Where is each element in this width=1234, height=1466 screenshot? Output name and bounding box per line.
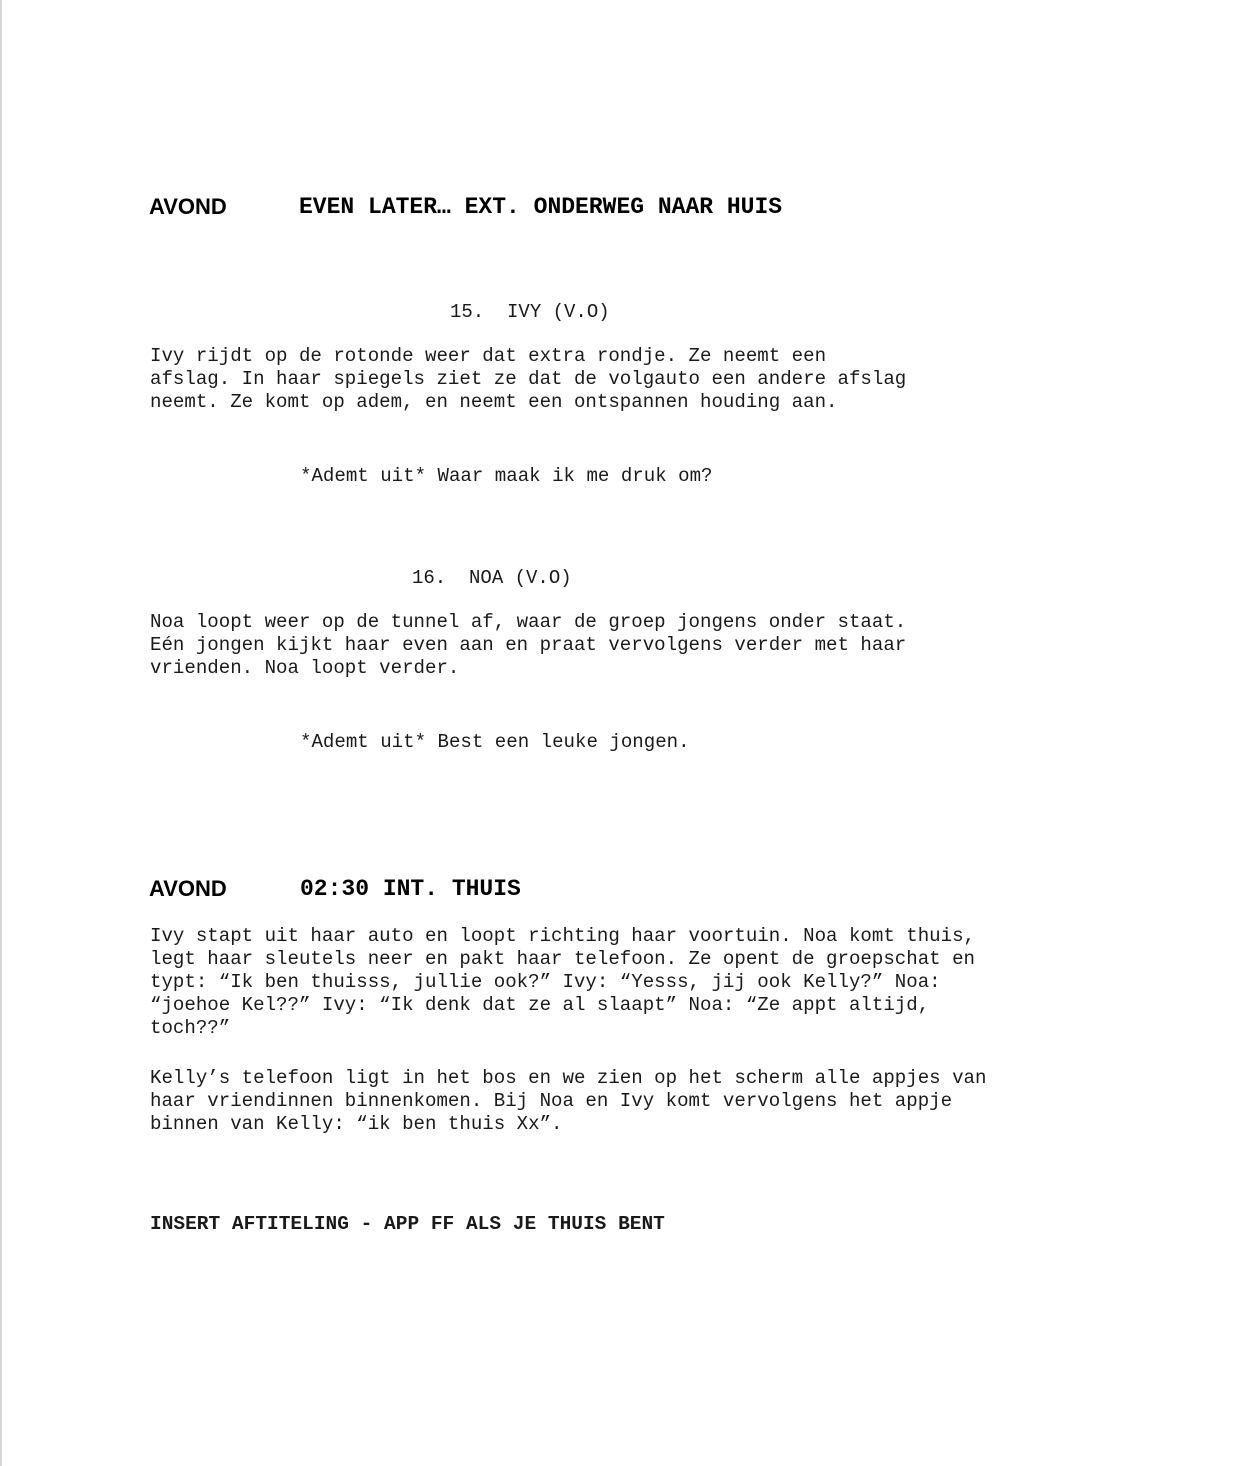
scene-1-time: AVOND [149,194,227,219]
character-cue-16: 16. NOA (V.O) [412,567,572,589]
scene-1-location: EVEN LATER… EXT. ONDERWEG NAAR HUIS [299,194,783,220]
action-line: Noa loopt weer op de tunnel af, waar de groep jongens onder staat. [150,611,907,633]
action-block-scene-2-paragraph-2 [150,1067,1110,1136]
action-line: legt haar sleutels neer en pakt haar telefoon. Ze opent de groepschat en [150,948,975,970]
action-block-16 [150,611,1110,680]
action-line: typt: “Ik ben thuisss, jullie ook?” Ivy: “Yesss, jij ook Kelly?” Noa: [150,971,941,993]
action-line: Kelly’s telefoon ligt in het bos en we zien op het scherm alle appjes van [150,1067,987,1089]
dialogue-16: *Ademt uit* Best een leuke jongen. [300,731,690,753]
action-line: binnen van Kelly: “ik ben thuis Xx”. [150,1113,563,1135]
insert-credits: INSERT AFTITELING - APP FF ALS JE THUIS BENT [150,1213,665,1235]
action-line: Eén jongen kijkt haar even aan en praat vervolgens verder met haar [150,634,907,656]
action-line: “joehoe Kel??” Ivy: “Ik denk dat ze al slaapt” Noa: “Ze appt altijd, [150,994,930,1016]
character-cue-15: 15. IVY (V.O) [450,301,610,323]
action-line: vrienden. Noa loopt verder. [150,657,460,679]
scene-2-time: AVOND [149,876,227,901]
action-line: afslag. In haar spiegels ziet ze dat de volgauto een andere afslag [150,368,907,390]
action-block-scene-2-paragraph-1 [150,925,1110,1040]
dialogue-15: *Ademt uit* Waar maak ik me druk om? [300,465,713,487]
action-line: toch??” [150,1017,231,1039]
action-block-15 [150,345,1110,414]
action-line: Ivy rijdt op de rotonde weer dat extra rondje. Ze neemt een [150,345,827,367]
scene-2-location: 02:30 INT. THUIS [300,876,521,902]
action-line: neemt. Ze komt op adem, en neemt een ontspannen houding aan. [150,391,838,413]
action-line: haar vriendinnen binnenkomen. Bij Noa en Ivy komt vervolgens het appje [150,1090,953,1112]
action-line: Ivy stapt uit haar auto en loopt richting haar voortuin. Noa komt thuis, [150,925,975,947]
